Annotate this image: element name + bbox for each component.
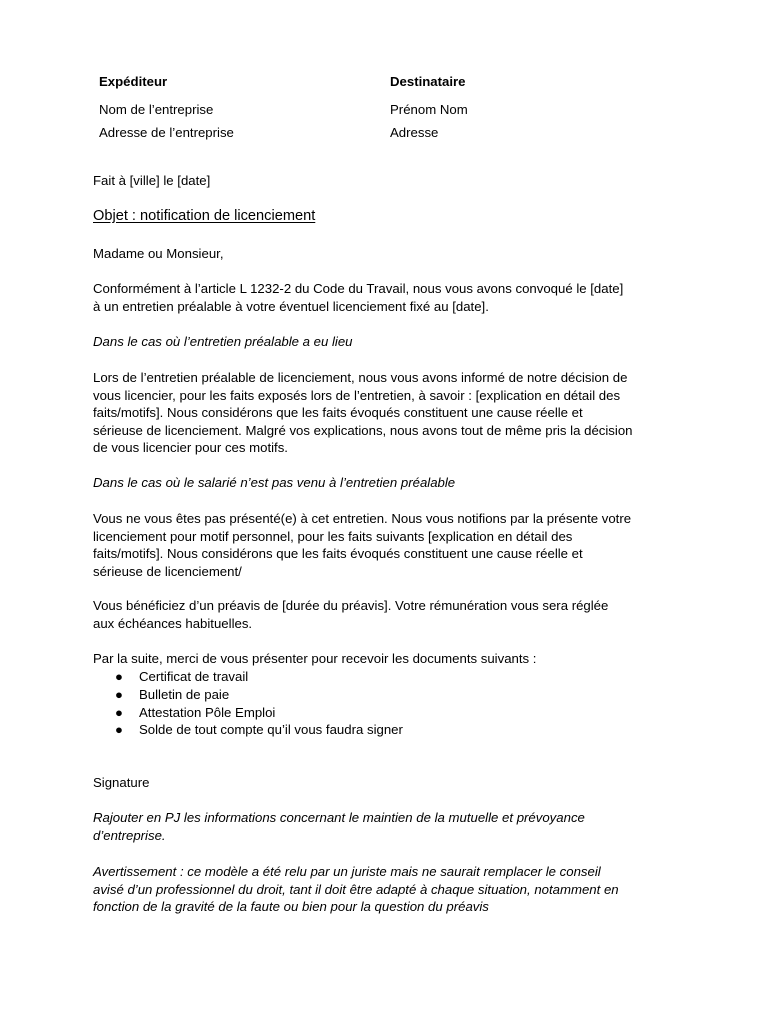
case1-line: sérieuse de licenciement. Malgré vos explications, nous avons tout de même pris la décision — [93, 422, 633, 438]
case2-line: Vous ne vous êtes pas présenté(e) à cet entretien. Nous vous notifions par la présente votre — [93, 511, 632, 526]
recipient-title: Destinataire — [390, 74, 466, 89]
intro-line: Conformément à l’article L 1232-2 du Code du Travail, nous vous avons convoqué le [date] — [93, 281, 624, 296]
bullet-icon: ● — [115, 669, 123, 684]
case2-paragraph — [93, 510, 683, 580]
intro-line: à un entretien préalable à votre éventuel licenciement fixé au [date]. — [93, 298, 489, 314]
case1-line: de vous licencier pour ces motifs. — [93, 440, 288, 456]
warning-line: avisé d’un professionnel du droit, tant il doit être adapté à chaque situation, notamment en — [93, 881, 619, 897]
document-label: Solde de tout compte qu’il vous faudra signer — [139, 722, 403, 738]
notice-paragraph — [93, 597, 683, 632]
list-item — [93, 721, 403, 739]
pj-line: Rajouter en PJ les informations concernant le maintien de la mutuelle et prévoyance — [93, 810, 585, 825]
signature-label: Signature — [93, 775, 150, 790]
documents-intro: Par la suite, merci de vous présenter pour recevoir les documents suivants : — [93, 651, 537, 666]
sender-title: Expéditeur — [99, 74, 168, 89]
place-date: Fait à [ville] le [date] — [93, 173, 211, 188]
recipient-name: Prénom Nom — [390, 102, 468, 117]
list-item — [93, 704, 403, 722]
notice-line: Vous bénéficiez d’un préavis de [durée du préavis]. Votre rémunération vous sera réglée — [93, 598, 609, 613]
subject-line: Objet : notification de licenciement — [93, 208, 316, 224]
warning-line: fonction de la gravité de la faute ou bien pour la question du préavis — [93, 899, 489, 915]
case1-line: vous licencier, pour les faits exposés lors de l’entretien, à savoir : [explication en détail des — [93, 387, 621, 403]
list-item — [93, 668, 403, 686]
case1-title: Dans le cas où l’entretien préalable a eu lieu — [93, 334, 353, 349]
notice-line: aux échéances habituelles. — [93, 615, 253, 631]
pj-line: d’entreprise. — [93, 827, 166, 843]
list-item — [93, 686, 403, 704]
bullet-icon: ● — [115, 722, 123, 738]
warning-line: Avertissement : ce modèle a été relu par un juriste mais ne saurait remplacer le conseil — [93, 864, 601, 879]
case2-title: Dans le cas où le salarié n’est pas venu à l’entretien préalable — [93, 475, 456, 490]
document-label: Bulletin de paie — [139, 686, 230, 702]
case1-line: Lors de l’entretien préalable de licenciement, nous vous avons informé de notre décision de — [93, 370, 628, 385]
case2-line: licenciement pour motif personnel, pour les faits suivants [explication en détail des — [93, 528, 573, 544]
recipient-address: Adresse — [390, 125, 439, 140]
pj-note — [93, 809, 683, 844]
bullet-icon: ● — [115, 704, 123, 720]
warning-note — [93, 863, 683, 916]
case1-paragraph — [93, 369, 683, 457]
documents-list — [93, 668, 403, 739]
sender-company-name: Nom de l’entreprise — [99, 102, 214, 117]
sender-company-address: Adresse de l’entreprise — [99, 125, 234, 140]
document-label: Certificat de travail — [139, 669, 249, 684]
case2-line: sérieuse de licenciement/ — [93, 563, 242, 579]
case1-line: faits/motifs]. Nous considérons que les faits évoqués constituent une cause réelle et — [93, 405, 583, 421]
intro-paragraph — [93, 280, 683, 315]
salutation: Madame ou Monsieur, — [93, 246, 224, 261]
recipient-block — [390, 73, 468, 142]
sender-block — [99, 73, 234, 142]
document-label: Attestation Pôle Emploi — [139, 704, 276, 720]
bullet-icon: ● — [115, 686, 123, 702]
case2-line: faits/motifs]. Nous considérons que les faits évoqués constituent une cause réelle et — [93, 546, 583, 562]
